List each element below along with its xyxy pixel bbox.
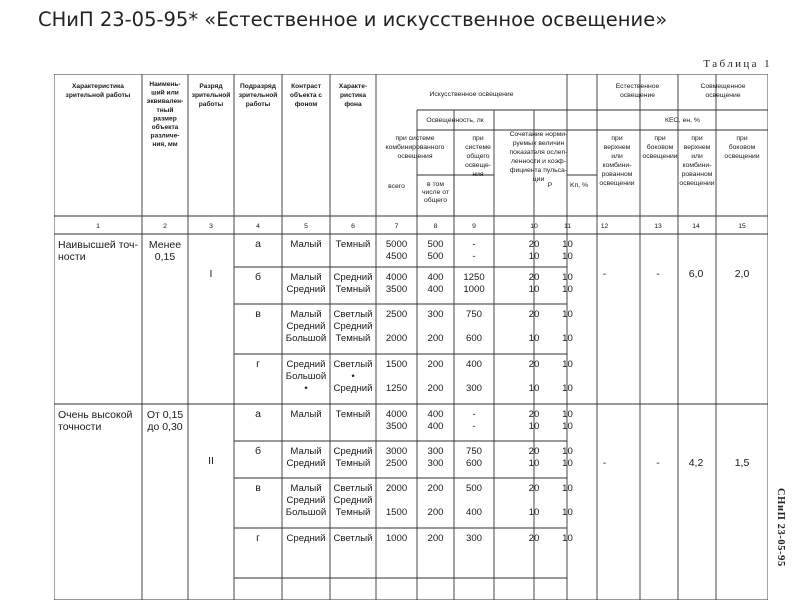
column-number: 8: [433, 223, 438, 230]
value: 600: [465, 333, 483, 344]
sub-category: г: [256, 532, 260, 544]
contrast: Большой: [285, 371, 327, 382]
value: 500: [465, 483, 483, 494]
background: Темный: [335, 409, 371, 420]
background: Светлый: [333, 483, 373, 494]
column-number: 4: [256, 223, 260, 230]
header-c4: Подразряд: [240, 83, 276, 90]
value: 20: [528, 409, 540, 420]
value: 400: [427, 284, 444, 295]
header-p: Р: [547, 182, 553, 189]
value: 10: [528, 458, 540, 469]
header-norm-combo: руемых величин: [512, 140, 565, 147]
sub-category: а: [255, 238, 261, 250]
value: 3500: [385, 421, 408, 432]
value: 2500: [385, 309, 408, 320]
value: -: [472, 421, 476, 432]
object-size: Менее: [148, 239, 182, 251]
header-top-combined-2: верхнем: [683, 144, 711, 151]
characteristic: Очень высокой: [58, 409, 133, 421]
value: 300: [427, 446, 444, 457]
sub-category: б: [254, 445, 262, 457]
header-c3: Разряд: [199, 83, 223, 90]
header-c2: ший или: [151, 89, 179, 97]
header-mixed: освещение: [705, 92, 741, 99]
column-number: 12: [600, 223, 609, 230]
background: Средний: [333, 272, 373, 283]
value: 600: [465, 458, 483, 469]
column-number: 11: [563, 223, 572, 230]
value: 300: [465, 383, 483, 394]
header-c5: объекта с: [289, 92, 323, 99]
value: 400: [465, 359, 483, 370]
value: 1250: [385, 383, 408, 394]
header-c6: ристика: [340, 92, 366, 99]
value: 500: [427, 239, 444, 250]
header-norm-combo: ции: [532, 176, 545, 183]
header-combined-system: освещения: [397, 153, 433, 160]
header-c2: размер: [153, 115, 177, 123]
contrast: Малый: [290, 309, 322, 320]
value: 200: [427, 533, 444, 544]
value: 10: [562, 359, 573, 370]
header-artificial: Искусственное освещение: [429, 91, 514, 98]
column-number: 15: [738, 223, 746, 230]
header-natural: Естественное: [615, 83, 660, 90]
header-c5: фоном: [294, 101, 318, 108]
value: 20: [528, 483, 540, 494]
value: 1500: [385, 359, 408, 370]
value: 750: [465, 309, 483, 320]
contrast: Малый: [290, 483, 322, 494]
value: 10: [562, 446, 573, 457]
header-c2: тный: [156, 106, 174, 114]
contrast: Большой: [285, 507, 327, 518]
header-top-combined: комбини-: [602, 162, 632, 169]
value: 300: [427, 309, 444, 320]
value: -: [472, 239, 476, 250]
header-c2: объекта: [151, 124, 179, 131]
contrast: Средний: [286, 284, 326, 295]
value: 10: [562, 483, 573, 494]
header-c4: работы: [245, 101, 271, 108]
mixed-top: 6,0: [688, 268, 704, 280]
table-caption: Таблица 1: [703, 58, 772, 70]
value: 200: [427, 483, 444, 494]
work-category: I: [209, 268, 213, 280]
header-c2: ния, мм: [152, 141, 178, 149]
value: 1500: [385, 507, 408, 518]
value: 3500: [385, 284, 408, 295]
background: Темный: [335, 507, 371, 518]
value: 10: [528, 284, 540, 295]
header-of-general: общего: [423, 197, 448, 204]
header-of-general: числе от: [421, 189, 450, 196]
header-top-combined: или: [611, 153, 623, 160]
header-top-combined-2: освещении: [679, 180, 715, 187]
value: 2500: [385, 458, 408, 469]
value: 4500: [385, 251, 408, 262]
object-size: до 0,30: [147, 421, 183, 433]
header-top-combined: рованном: [601, 171, 633, 178]
value: 200: [427, 383, 444, 394]
header-side: при: [654, 135, 666, 142]
header-c6: Характе-: [338, 83, 368, 90]
value: 1000: [463, 284, 485, 295]
header-top-combined-2: или: [691, 153, 703, 160]
background: Средний: [333, 321, 373, 332]
value: 20: [528, 359, 540, 370]
value: 200: [427, 333, 444, 344]
header-norm-combo: показателя ослеп-: [509, 149, 568, 156]
side-label: СНиП 23-05-95: [775, 488, 786, 567]
value: 5000: [385, 239, 408, 250]
contrast: Средний: [286, 533, 326, 544]
value: 10: [562, 409, 573, 420]
value: 500: [427, 251, 444, 262]
object-size: 0,15: [154, 251, 176, 263]
header-c4: зрительной: [238, 92, 278, 99]
value: 10: [562, 507, 573, 518]
value: 400: [427, 421, 444, 432]
slide-title: СНиП 23-05-95* «Естественное и искусственное освещение»: [38, 8, 668, 31]
header-combined-system: комбинированного: [385, 144, 445, 151]
header-keo: КЕО, eн, %: [665, 117, 700, 124]
header-c3: работы: [198, 101, 224, 108]
contrast: •: [304, 383, 308, 394]
background: •: [351, 371, 355, 382]
value: 10: [562, 458, 573, 469]
characteristic: ности: [58, 251, 86, 263]
value: 10: [562, 251, 573, 262]
lighting-norms-table: [54, 74, 768, 600]
header-c1: зрительной работы: [65, 92, 131, 99]
value: 200: [427, 359, 444, 370]
natural-top: -: [602, 457, 607, 469]
contrast: Большой: [285, 333, 327, 344]
header-side: боковом: [646, 144, 674, 151]
header-c2: различе-: [150, 132, 180, 140]
contrast: Средний: [286, 495, 326, 506]
header-top-combined-2: комбини-: [682, 162, 712, 169]
background: Темный: [335, 333, 371, 344]
background: Темный: [335, 284, 371, 295]
sub-category: а: [255, 408, 261, 420]
work-category: II: [208, 455, 214, 467]
contrast: Малый: [290, 446, 322, 457]
natural-top: -: [602, 268, 607, 280]
contrast: Средний: [286, 321, 326, 332]
header-norm-combo: фициента пульса-: [509, 167, 568, 174]
header-illuminance: Освещенность, лк: [426, 117, 484, 124]
header-c3: зрительной: [191, 92, 231, 99]
column-number: 14: [692, 223, 700, 230]
sub-category: в: [255, 482, 261, 494]
value: 4000: [385, 272, 408, 283]
sub-category: б: [254, 271, 262, 283]
column-number: 5: [304, 223, 308, 230]
header-side-2: при: [736, 135, 748, 142]
value: -: [472, 409, 476, 420]
value: 400: [427, 409, 444, 420]
value: 200: [427, 507, 444, 518]
object-size: От 0,15: [146, 409, 184, 421]
mixed-top: 4,2: [688, 457, 704, 469]
value: 3000: [385, 446, 408, 457]
value: 10: [562, 272, 573, 283]
column-number: 10: [530, 223, 538, 230]
header-general-system: ния: [472, 171, 484, 178]
value: 300: [427, 458, 444, 469]
header-c2: эквивален-: [146, 98, 184, 106]
header-natural: освещение: [619, 92, 656, 99]
header-side-2: освещении: [724, 153, 760, 160]
background: Средний: [333, 383, 373, 394]
header-top-combined: верхнем: [603, 144, 631, 151]
value: 10: [528, 507, 540, 518]
natural-side: -: [656, 268, 660, 280]
mixed-side: 2,0: [734, 268, 750, 280]
value: 10: [528, 383, 540, 394]
value: 10: [562, 533, 573, 544]
value: 10: [562, 383, 573, 394]
background: Светлый: [333, 309, 373, 320]
header-c2: Наимень-: [149, 81, 181, 88]
header-norm-combo: ленности и коэф-: [510, 158, 567, 165]
column-number: 13: [654, 223, 662, 230]
header-c6: фона: [344, 101, 362, 108]
value: 20: [528, 239, 540, 250]
header-general-system: системе: [465, 144, 491, 151]
column-number: 7: [394, 223, 399, 230]
value: 1250: [463, 272, 485, 283]
value: 10: [562, 421, 573, 432]
value: 4000: [385, 409, 408, 420]
mixed-side: 1,5: [734, 457, 750, 469]
header-general-system: общего: [466, 153, 490, 160]
value: 20: [528, 272, 540, 283]
column-number: 1: [96, 223, 100, 230]
value: 20: [528, 446, 540, 457]
value: 1000: [385, 533, 408, 544]
header-top-combined-2: рованном: [681, 171, 713, 178]
header-top-combined-2: при: [691, 135, 703, 142]
contrast: Малый: [290, 239, 322, 250]
value: 10: [562, 309, 573, 320]
value: 10: [562, 284, 573, 295]
header-norm-combo: Сочетание норми-: [509, 131, 568, 138]
sub-category: г: [256, 358, 260, 370]
column-number: 2: [163, 223, 167, 230]
value: 750: [465, 446, 483, 457]
characteristic: Наивысшей точ-: [58, 239, 138, 251]
column-number: 9: [472, 223, 476, 230]
natural-side: -: [656, 457, 660, 469]
value: -: [472, 251, 476, 262]
background: Средний: [333, 495, 373, 506]
contrast: Малый: [290, 272, 322, 283]
header-side-2: боковом: [728, 144, 756, 151]
value: 300: [465, 533, 483, 544]
header-combined-system: при системе: [395, 135, 435, 142]
value: 10: [528, 421, 540, 432]
background: Светлый: [333, 359, 373, 370]
header-top-combined: при: [611, 135, 623, 142]
header-general-system: освеще-: [464, 162, 492, 169]
value: 400: [427, 272, 444, 283]
header-mixed: Совмещенное: [700, 83, 746, 90]
header-general-system: при: [472, 135, 484, 142]
value: 20: [528, 309, 540, 320]
header-of-general: в том: [427, 181, 444, 188]
column-number: 6: [351, 223, 355, 230]
background: Темный: [335, 458, 371, 469]
header-top-combined: освещении: [599, 180, 635, 187]
background: Средний: [333, 446, 373, 457]
characteristic: точности: [58, 421, 102, 433]
value: 400: [465, 507, 483, 518]
header-total: всего: [388, 183, 405, 190]
value: 10: [562, 239, 573, 250]
value: 10: [528, 333, 540, 344]
contrast: Средний: [286, 359, 326, 370]
header-c5: Контраст: [291, 83, 321, 90]
contrast: Малый: [290, 409, 322, 420]
value: 10: [562, 333, 573, 344]
header-c1: Характеристика: [72, 83, 124, 90]
background: Темный: [335, 239, 371, 250]
value: 2000: [385, 483, 408, 494]
value: 2000: [385, 333, 408, 344]
background: Светлый: [333, 533, 373, 544]
sub-category: в: [255, 308, 261, 320]
value: 10: [528, 251, 540, 262]
header-side: освещении: [642, 153, 678, 160]
header-kp: Kп, %: [569, 182, 589, 189]
column-number: 3: [209, 223, 213, 230]
value: 20: [528, 533, 540, 544]
contrast: Средний: [286, 458, 326, 469]
